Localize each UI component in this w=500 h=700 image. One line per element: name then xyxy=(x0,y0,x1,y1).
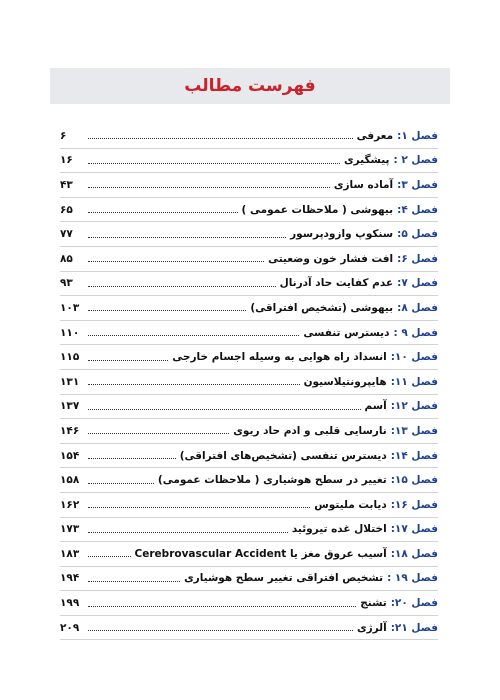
page-number: ۱۳۱ xyxy=(60,375,80,388)
chapter-number: فصل ۱۹ : xyxy=(387,572,438,585)
page-number: ۱۶۲ xyxy=(60,498,80,511)
dot-leader xyxy=(88,483,154,484)
chapter-title: آلرژی xyxy=(356,621,387,634)
page-number: ۱۱۰ xyxy=(60,326,80,339)
chapter-title: دیابت ملیتوس xyxy=(314,498,387,511)
page-number: ۱۶ xyxy=(60,154,73,167)
dot-leader xyxy=(88,335,299,336)
page-number: ۱۵۸ xyxy=(60,474,80,487)
page-number: ۱۱۵ xyxy=(60,351,80,364)
chapter-number: فصل ۱۶: xyxy=(390,498,438,511)
chapter-title: دیسترس تنفسی (تشخیص‌های افتراقی) xyxy=(179,449,387,462)
chapter-title: تشخیص افتراقی تغییر سطح هوشیاری xyxy=(184,572,384,585)
chapter-number: فصل ۱: xyxy=(397,129,438,142)
page-number: ۱۴۶ xyxy=(60,424,80,437)
dot-leader xyxy=(88,507,310,508)
chapter-title: آسیب عروق مغز یا Cerebrovascular Accident xyxy=(134,547,387,560)
toc-entry[interactable] xyxy=(60,321,438,346)
chapter-title: انسداد راه هوایی به وسیله اجسام خارجی xyxy=(172,351,387,364)
toc-entry[interactable] xyxy=(60,518,438,543)
chapter-title: معرفی xyxy=(356,129,394,142)
toc-entry[interactable] xyxy=(60,395,438,420)
toc-entry[interactable] xyxy=(60,493,438,518)
dot-leader xyxy=(88,458,176,459)
title-banner xyxy=(50,68,450,104)
toc-entry[interactable] xyxy=(60,444,438,469)
page-number: ۱۵۴ xyxy=(60,449,80,462)
toc-entry[interactable] xyxy=(60,222,438,247)
chapter-title: آماده سازی xyxy=(333,178,394,191)
dot-leader xyxy=(88,532,288,533)
dot-leader xyxy=(88,360,168,361)
chapter-number: فصل ۸: xyxy=(397,301,438,314)
toc-entry[interactable] xyxy=(60,542,438,567)
chapter-number: فصل ۶: xyxy=(397,252,438,265)
chapter-number: فصل ۲۰: xyxy=(390,597,438,610)
page-number: ۱۳۷ xyxy=(60,400,80,413)
dot-leader xyxy=(88,286,276,287)
chapter-number: فصل ۱۴: xyxy=(390,449,438,462)
page-number: ۶ xyxy=(60,129,67,142)
dot-leader xyxy=(88,237,286,238)
chapter-title: نارسایی قلبی و ادم حاد ریوی xyxy=(233,424,387,437)
page-number: ۱۰۳ xyxy=(60,301,80,314)
chapter-title: تغییر در سطح هوشیاری ( ملاحظات عمومی) xyxy=(157,474,387,487)
chapter-title: تشنج xyxy=(360,597,387,610)
toc-entry[interactable] xyxy=(60,198,438,223)
dot-leader xyxy=(88,310,246,311)
chapter-number: فصل ۵: xyxy=(397,228,438,241)
chapter-title: عدم کفایت حاد آدرنال xyxy=(279,277,394,290)
toc-entry[interactable] xyxy=(60,591,438,616)
chapter-number: فصل ۱۸: xyxy=(390,547,438,560)
page-number: ۱۷۳ xyxy=(60,523,80,536)
chapter-title: آسم xyxy=(364,400,387,413)
chapter-title: بیهوشی ( ملاحظات عمومی ) xyxy=(241,203,394,216)
table-of-contents xyxy=(60,124,438,640)
page-number: ۷۷ xyxy=(60,228,73,241)
chapter-number: فصل ۱۵: xyxy=(390,474,438,487)
page-number: ۱۸۳ xyxy=(60,547,80,560)
page-number: ۶۵ xyxy=(60,203,73,216)
toc-entry[interactable] xyxy=(60,296,438,321)
dot-leader xyxy=(88,409,361,410)
chapter-number: فصل ۲ : xyxy=(393,154,438,167)
toc-entry[interactable] xyxy=(60,616,438,641)
page-number: ۱۹۹ xyxy=(60,597,80,610)
toc-entry[interactable] xyxy=(60,149,438,174)
page-title: فهرست مطالب xyxy=(184,76,316,96)
chapter-number: فصل ۱۲: xyxy=(390,400,438,413)
chapter-title: پیشگیری xyxy=(344,154,390,167)
dot-leader xyxy=(88,556,131,557)
chapter-number: فصل ۱۰: xyxy=(390,351,438,364)
dot-leader xyxy=(88,581,180,582)
chapter-number: فصل ۲۱: xyxy=(390,621,438,634)
dot-leader xyxy=(88,138,353,139)
toc-entry[interactable] xyxy=(60,370,438,395)
chapter-number: فصل ۴: xyxy=(397,203,438,216)
chapter-number: فصل ۱۳: xyxy=(390,424,438,437)
dot-leader xyxy=(88,630,353,631)
page-number: ۸۵ xyxy=(60,252,73,265)
chapter-title: افت فشار خون وضعیتی xyxy=(268,252,394,265)
chapter-number: فصل ۳: xyxy=(397,178,438,191)
chapter-number: فصل ۱۱: xyxy=(390,375,438,388)
toc-entry[interactable] xyxy=(60,567,438,592)
chapter-number: فصل ۱۷: xyxy=(390,523,438,536)
dot-leader xyxy=(88,187,330,188)
page-number: ۹۳ xyxy=(60,277,73,290)
toc-entry[interactable] xyxy=(60,419,438,444)
page-number: ۴۳ xyxy=(60,178,73,191)
dot-leader xyxy=(88,212,238,213)
dot-leader xyxy=(88,261,264,262)
chapter-title: هایپرونتیلاسیون xyxy=(303,375,387,388)
chapter-title: سنکوپ وازودپرسور xyxy=(290,228,394,241)
chapter-title: اختلال غده تیروئید xyxy=(291,523,387,536)
dot-leader xyxy=(88,163,340,164)
chapter-number: فصل ۹ : xyxy=(393,326,438,339)
dot-leader xyxy=(88,606,356,607)
toc-entry[interactable] xyxy=(60,468,438,493)
toc-entry[interactable] xyxy=(60,272,438,297)
page-number: ۲۰۹ xyxy=(60,621,80,634)
dot-leader xyxy=(88,433,229,434)
toc-entry[interactable] xyxy=(60,173,438,198)
chapter-title: دیسترس تنفسی xyxy=(303,326,390,339)
toc-entry[interactable] xyxy=(60,124,438,149)
page-number: ۱۹۴ xyxy=(60,572,80,585)
chapter-title: بیهوشی (تشخیص افتراقی) xyxy=(250,301,394,314)
toc-entry[interactable] xyxy=(60,247,438,272)
dot-leader xyxy=(88,384,300,385)
chapter-number: فصل ۷: xyxy=(397,277,438,290)
toc-entry[interactable] xyxy=(60,345,438,370)
